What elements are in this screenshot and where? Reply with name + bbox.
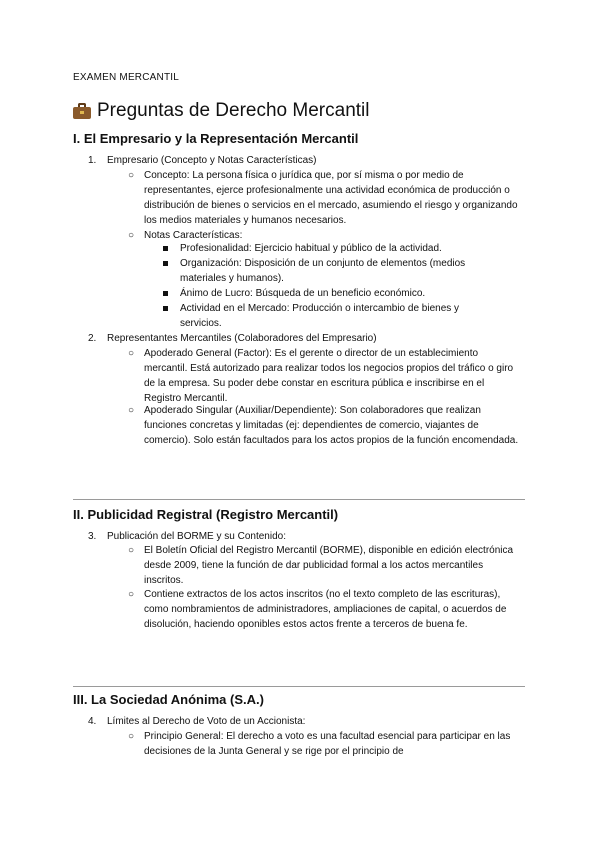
sub-bullet-item: Organización: Disposición de un conjunto de elementos (medios materiales y humanos).	[163, 256, 503, 286]
section-divider	[73, 499, 525, 500]
item-label: Límites al Derecho de Voto de un Accionista:	[107, 716, 306, 727]
item-number: 2.	[88, 333, 97, 344]
bullet-item: ○ Contiene extractos de los actos inscritos (no el texto completo de las escrituras), como nombramientos de administradores, ampliaciones de capital, o acuerdos de disolución, haciendo oponibles estos actos frente a terceros de buena fe.	[128, 589, 507, 630]
hollow-circle-bullet-icon: ○	[128, 545, 135, 556]
sub-bullet-item: Actividad en el Mercado: Producción o intercambio de bienes y servicios.	[163, 301, 503, 331]
square-bullet-icon	[163, 261, 168, 266]
bullet-item: ○ Apoderado Singular (Auxiliar/Dependiente): Son colaboradores que realizan funciones concretas y limitadas (ej: dependientes de comercio, viajantes de comercio). Solo están facultados para los actos propios de la función encomendada.	[128, 405, 519, 446]
item-label: Representantes Mercantiles (Colaboradores del Empresario)	[107, 333, 377, 344]
item-number: 3.	[88, 531, 97, 542]
bullet-item: ○ Notas Características:	[128, 230, 243, 241]
section-divider	[73, 686, 525, 687]
bullet-item: ○ Principio General: El derecho a voto es una facultad esencial para participar en las decisiones de la Junta General y se rige por el principio de	[128, 731, 511, 757]
section-heading-2: II. Publicidad Registral (Registro Mercantil)	[73, 507, 339, 522]
document-header-label: EXAMEN MERCANTIL	[73, 72, 179, 83]
bullet-item: ○ Apoderado General (Factor): Es el gerente o director de un establecimiento mercantil. Está autorizado para realizar todos los negocios propios del tráfico o giro de la empresa. Su poder debe constar en escritura pública e inscribirse en el Registro Mercantil.	[128, 348, 514, 404]
hollow-circle-bullet-icon: ○	[128, 405, 135, 416]
item-number: 1.	[88, 155, 97, 166]
hollow-circle-bullet-icon: ○	[128, 348, 135, 359]
section-heading-3: III. La Sociedad Anónima (S.A.)	[73, 692, 264, 707]
section-heading-1: I. El Empresario y la Representación Mercantil	[73, 131, 359, 146]
numbered-item-2	[88, 331, 377, 346]
hollow-circle-bullet-icon: ○	[128, 589, 135, 600]
page-title	[73, 100, 369, 122]
numbered-item-1	[88, 153, 317, 168]
bullet-item: ○ Concepto: La persona física o jurídica que, por sí misma o por medio de representantes, ejerce profesionalmente una actividad económica de producción o distribución de bienes o servicios en el mercado, asumiendo el riesgo y organizando los medios materiales y humanos necesarios.	[128, 170, 518, 226]
hollow-circle-bullet-icon: ○	[128, 731, 135, 742]
briefcase-icon	[73, 103, 91, 119]
square-bullet-icon	[163, 291, 168, 296]
bullet-item: ○ El Boletín Oficial del Registro Mercantil (BORME), disponible en edición electrónica desde 2009, tiene la función de dar publicidad formal a los actos mercantiles inscritos.	[128, 545, 514, 586]
square-bullet-icon	[163, 246, 168, 251]
item-label: Empresario (Concepto y Notas Características)	[107, 155, 317, 166]
numbered-item-4	[88, 714, 305, 729]
item-number: 4.	[88, 716, 97, 727]
square-bullet-icon	[163, 306, 168, 311]
hollow-circle-bullet-icon: ○	[128, 230, 135, 241]
sub-bullet-item: Ánimo de Lucro: Búsqueda de un beneficio económico.	[163, 286, 503, 301]
item-label: Publicación del BORME y su Contenido:	[107, 531, 286, 542]
numbered-item-3	[88, 529, 286, 544]
sub-bullet-item: Profesionalidad: Ejercicio habitual y público de la actividad.	[163, 241, 503, 256]
hollow-circle-bullet-icon: ○	[128, 170, 135, 181]
page-title-text: Preguntas de Derecho Mercantil	[97, 100, 370, 121]
